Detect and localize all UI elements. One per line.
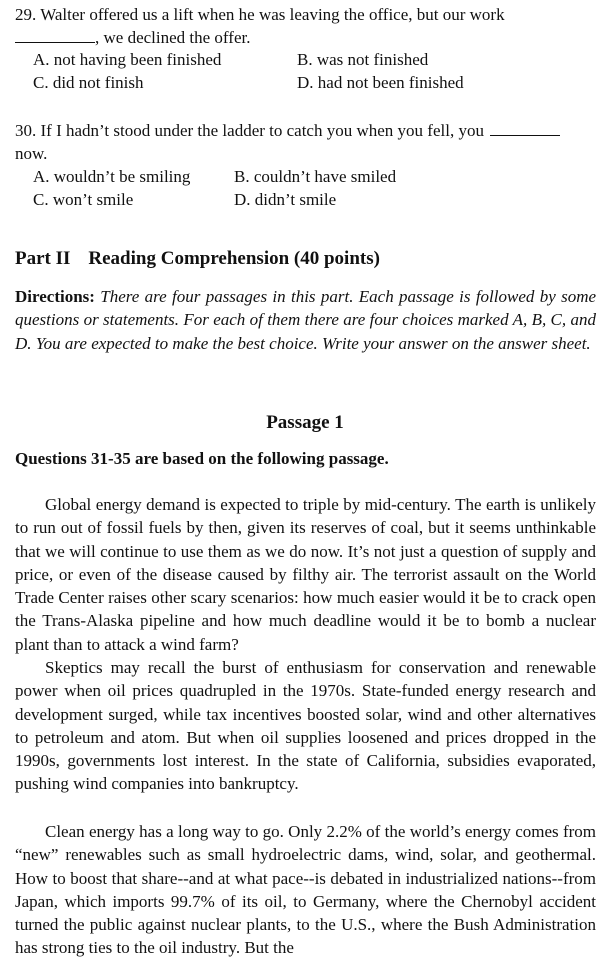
questions-note: Questions 31-35 are based on the following passage. bbox=[15, 449, 389, 468]
directions bbox=[15, 285, 596, 355]
q30-option-d: D. didn’t smile bbox=[234, 190, 337, 209]
part-title: Reading Comprehension (40 points) bbox=[88, 248, 380, 269]
q30-option-a: A. wouldn’t be smiling bbox=[33, 167, 191, 186]
q29-stem-line1: 29. Walter offered us a lift when he was leaving the office, but our work bbox=[15, 5, 505, 24]
q29-option-b: B. was not finished bbox=[297, 50, 429, 69]
q30-stem-line2: now. bbox=[15, 144, 48, 163]
directions-text: There are four passages in this part. Each passage is followed by some questions or statements. For each of them there are four choices marked A, B, C, and D. You are expected to make the best choice. Write your answer on the answer sheet. bbox=[15, 287, 597, 353]
q29-option-c: C. did not finish bbox=[33, 73, 144, 92]
part-heading bbox=[15, 247, 380, 271]
q30-answer-blank bbox=[490, 121, 560, 136]
q29-option-d: D. had not been finished bbox=[297, 73, 464, 92]
q29-stem-line2 bbox=[15, 27, 250, 49]
q29-stem-line2-text: , we declined the offer. bbox=[95, 28, 251, 47]
part-label: Part II bbox=[15, 248, 71, 269]
passage-title: Passage 1 bbox=[266, 412, 344, 433]
directions-label: Directions: bbox=[15, 287, 95, 306]
passage-paragraph-1: Global energy demand is expected to triple by mid-century. The earth is unlikely to run out of fossil fuels by then, given its reserves of coal, but it seems unthinkable that we will continue to use them as we do now. It’s not just a question of supply and price, or even of the disease caused by filthy air. The terrorist assault on the World Trade Center raises other scary scenarios: how much easier would it be to crack open the Trans-Alaska pipeline and how much deadline would it be to bomb a nuclear plant than to attack a wind farm? bbox=[15, 495, 596, 654]
q30-option-b: B. couldn’t have smiled bbox=[234, 167, 397, 186]
q30-option-c: C. won’t smile bbox=[33, 190, 134, 209]
q29-answer-blank bbox=[15, 28, 95, 43]
q30-stem-line1-text: 30. If I hadn’t stood under the ladder to catch you when you fell, you bbox=[15, 121, 484, 140]
passage-paragraph-2: Skeptics may recall the burst of enthusiasm for conservation and renewable power when oil prices quadrupled in the 1970s. State-funded energy research and development surged, while tax incentives boosted solar, wind and other alternatives to petroleum and atom. But when oil supplies loosened and prices dropped in the 1990s, governments lost interest. In the state of California, subsidies evaporated, pushing wind companies into bankruptcy. bbox=[15, 658, 596, 794]
q29-option-a: A. not having been finished bbox=[33, 50, 222, 69]
q30-stem-line1 bbox=[15, 120, 560, 142]
passage-paragraph-3: Clean energy has a long way to go. Only 2.2% of the world’s energy comes from “new” renewables such as small hydroelectric dams, wind, solar, and geothermal. How to boost that share--and at what pace--is debated in industrialized nations--from Japan, which imports 99.7% of its oil, to Germany, where the Chernobyl accident turned the public against nuclear plants, to the U.S., where the Bush Administration has strong ties to the oil industry. But the bbox=[15, 822, 596, 958]
